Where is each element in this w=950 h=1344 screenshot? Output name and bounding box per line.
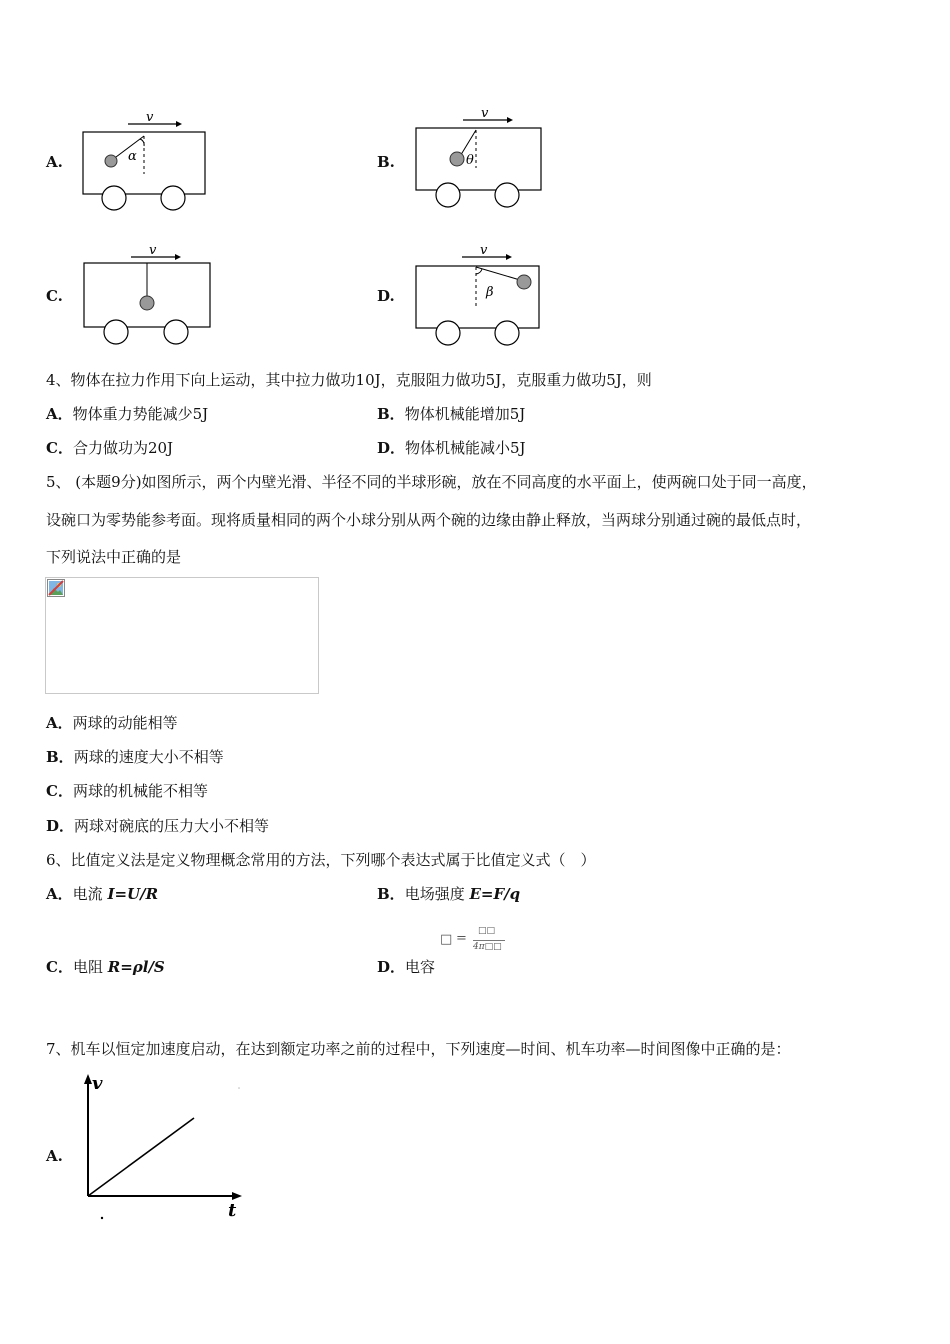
q6-option-d: D．电容	[377, 958, 436, 976]
q3-option-b-label: B.	[377, 153, 395, 171]
x-axis-label: t	[228, 1200, 237, 1221]
q3-option-c-figure	[78, 240, 214, 346]
q5-option-a: A．两球的动能相等	[46, 714, 178, 732]
q6-option-b: B．电场强度 E=F/q	[377, 885, 521, 903]
q4-option-d: D．物体机械能减小5J	[377, 439, 526, 457]
q3-option-d-figure	[410, 240, 546, 346]
svg-text:v: v	[480, 243, 488, 258]
q4-option-c: C．合力做功为20J	[46, 439, 174, 457]
q5-stem-line-2: 设碗口为零势能参考面。现将质量相同的两个小球分别从两个碗的边缘由静止释放，当两球分别通过碗的最低点时，	[46, 511, 812, 529]
q4-option-b: B．物体机械能增加5J	[377, 405, 526, 423]
q4-option-a: A．物体重力势能减少5J	[46, 405, 209, 423]
angle-label: α	[128, 149, 137, 164]
q3-option-c-label: C.	[46, 287, 63, 305]
q5-option-d: D．两球对碗底的压力大小不相等	[46, 817, 270, 835]
q5-option-c: C．两球的机械能不相等	[46, 782, 208, 800]
q7-option-a-graph	[76, 1070, 256, 1226]
angle-label: θ	[466, 153, 474, 168]
q5-option-b: B．两球的速度大小不相等	[46, 748, 224, 766]
y-axis-label: v	[92, 1073, 103, 1094]
q6-option-a: A．电流 I=U/R	[46, 885, 159, 903]
q3-option-a-figure	[78, 108, 214, 214]
v-t-line	[88, 1118, 194, 1196]
q4-stem: 4、物体在拉力作用下向上运动，其中拉力做功10J，克服阻力做功5J，克服重力做功5J，则	[46, 371, 652, 389]
broken-image-icon	[47, 579, 65, 597]
q6-stem: 6、比值定义法是定义物理概念常用的方法，下列哪个表达式属于比值定义式（ ）	[46, 851, 596, 869]
q3-option-d-label: D.	[377, 287, 395, 305]
broken-image-placeholder	[45, 577, 319, 694]
q3-option-a-label: A.	[46, 153, 63, 171]
q3-option-b-figure	[410, 102, 546, 210]
svg-text:v: v	[149, 243, 157, 258]
y-axis-arrow-icon	[84, 1074, 92, 1084]
q7-stem: 7、机车以恒定加速度启动，在达到额定功率之前的过程中，下列速度—时间、机车功率—时间图像中正确的是：	[46, 1040, 791, 1058]
q5-stem-line-1: 5、 (本题9分)如图所示，两个内壁光滑、半径不同的半球形碗，放在不同高度的水平面上，使两碗口处于同一高度，	[46, 473, 817, 491]
q7-option-a-label: A.	[46, 1147, 63, 1165]
velocity-label: v	[146, 110, 154, 125]
q6-option-c: C．电阻 R=ρl/S	[46, 958, 165, 976]
q5-stem-line-3: 下列说法中正确的是	[46, 548, 182, 566]
angle-label: β	[486, 285, 494, 300]
capacitance-formula: □ = □□ 4π□□	[440, 926, 510, 956]
svg-text:v: v	[481, 106, 489, 121]
x-axis-arrow-icon	[232, 1192, 242, 1200]
